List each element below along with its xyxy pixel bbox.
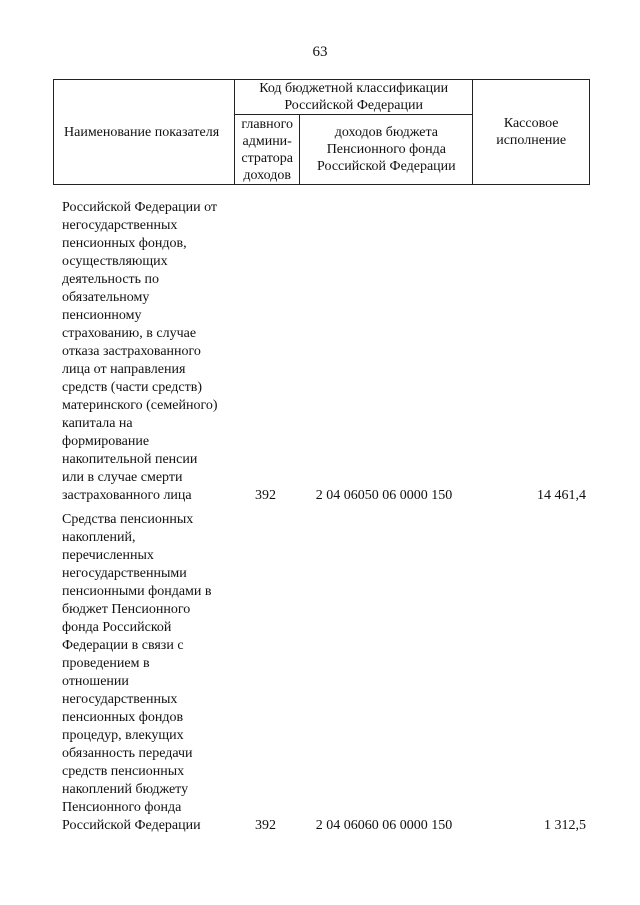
row-indicator-name: Средства пенсионных накоплений, перечисленных негосударственными пенсионными фондами в бюджет Пенсионного фонда Российской Федерации в связи с проведением в отношении негосударственных пенсионных фондов процедур, влекущих обязанность передачи средств пенсионных накоплений бюджету Пенсионного фонда Российской Федерации — [62, 512, 212, 833]
table-row — [53, 511, 590, 835]
row-budget-code: 2 04 06060 06 0000 150 — [315, 818, 453, 833]
row-budget-code: 2 04 06050 06 0000 150 — [315, 488, 453, 503]
row-admin-code: 392 — [255, 818, 276, 833]
header-indicator-name: Наименование показателя — [54, 80, 235, 185]
table-body — [53, 199, 590, 835]
row-cash-execution: 14 461,4 — [537, 488, 586, 503]
row-cash-execution: 1 312,5 — [544, 818, 586, 833]
header-chief-admin: главного админи-стратора доходов — [235, 115, 300, 185]
header-cash-execution: Кассовое исполнение — [473, 80, 590, 185]
header-budget-code-group: Код бюджетной классификации Российской Федерации — [235, 80, 473, 115]
table-header — [53, 79, 590, 185]
header-budget-income: доходов бюджета Пенсионного фонда Российской Федерации — [300, 115, 473, 185]
page-number: 63 — [312, 44, 328, 60]
table-row — [53, 199, 590, 505]
row-indicator-name: Российской Федерации от негосударственных пенсионных фондов, осуществляющих деятельность по обязательному пенсионному страхованию, в случае отказа застрахованного лица от направления средств (части средств) материнского (семейного) капитала на формирование накопительной пенсии или в случае смерти застрахованного лица — [62, 200, 218, 503]
row-admin-code: 392 — [255, 488, 276, 503]
